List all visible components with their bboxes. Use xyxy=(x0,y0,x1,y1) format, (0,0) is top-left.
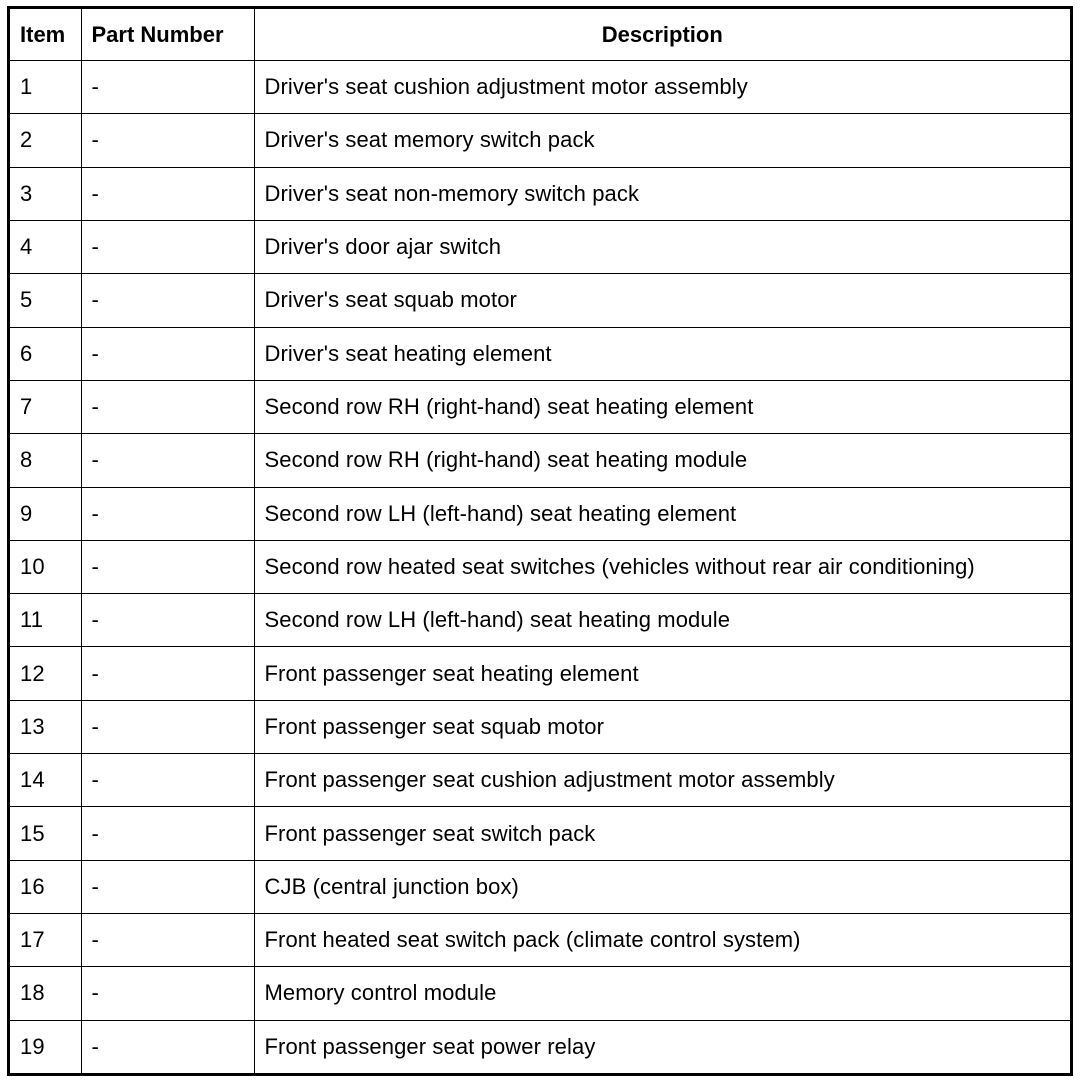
cell-item: 11 xyxy=(10,594,81,647)
parts-table xyxy=(10,9,1070,1073)
cell-item: 16 xyxy=(10,860,81,913)
parts-table-frame xyxy=(7,6,1073,1076)
cell-part-number: - xyxy=(81,327,254,380)
cell-item: 13 xyxy=(10,700,81,753)
cell-description: Front heated seat switch pack (climate control system) xyxy=(254,914,1070,967)
cell-description: Second row RH (right-hand) seat heating element xyxy=(254,380,1070,433)
cell-item: 3 xyxy=(10,167,81,220)
cell-description: Second row LH (left-hand) seat heating element xyxy=(254,487,1070,540)
cell-description: Memory control module xyxy=(254,967,1070,1020)
cell-description: Front passenger seat power relay xyxy=(254,1020,1070,1073)
cell-item: 8 xyxy=(10,434,81,487)
cell-description: Driver's seat squab motor xyxy=(254,274,1070,327)
table-row xyxy=(10,61,1070,114)
table-row xyxy=(10,274,1070,327)
cell-item: 9 xyxy=(10,487,81,540)
table-row xyxy=(10,114,1070,167)
table-row xyxy=(10,807,1070,860)
cell-description: Second row heated seat switches (vehicles without rear air conditioning) xyxy=(254,540,1070,593)
cell-description: Driver's door ajar switch xyxy=(254,220,1070,273)
table-row xyxy=(10,220,1070,273)
table-row xyxy=(10,967,1070,1020)
cell-item: 4 xyxy=(10,220,81,273)
cell-part-number: - xyxy=(81,594,254,647)
table-row xyxy=(10,380,1070,433)
cell-item: 2 xyxy=(10,114,81,167)
cell-part-number: - xyxy=(81,807,254,860)
cell-description: Driver's seat cushion adjustment motor assembly xyxy=(254,61,1070,114)
cell-part-number: - xyxy=(81,647,254,700)
cell-item: 18 xyxy=(10,967,81,1020)
cell-part-number: - xyxy=(81,61,254,114)
table-header-row xyxy=(10,9,1070,61)
header-description: Description xyxy=(254,9,1070,61)
table-row xyxy=(10,594,1070,647)
table-row xyxy=(10,754,1070,807)
cell-description: Front passenger seat cushion adjustment motor assembly xyxy=(254,754,1070,807)
cell-item: 15 xyxy=(10,807,81,860)
table-row xyxy=(10,487,1070,540)
cell-item: 5 xyxy=(10,274,81,327)
cell-item: 19 xyxy=(10,1020,81,1073)
table-row xyxy=(10,167,1070,220)
cell-description: Driver's seat non-memory switch pack xyxy=(254,167,1070,220)
cell-description: Second row LH (left-hand) seat heating module xyxy=(254,594,1070,647)
header-part-number: Part Number xyxy=(81,9,254,61)
cell-part-number: - xyxy=(81,220,254,273)
cell-description: Front passenger seat squab motor xyxy=(254,700,1070,753)
cell-part-number: - xyxy=(81,114,254,167)
table-row xyxy=(10,1020,1070,1073)
cell-description: CJB (central junction box) xyxy=(254,860,1070,913)
cell-part-number: - xyxy=(81,274,254,327)
cell-item: 1 xyxy=(10,61,81,114)
table-row xyxy=(10,700,1070,753)
cell-part-number: - xyxy=(81,487,254,540)
cell-part-number: - xyxy=(81,700,254,753)
header-item: Item xyxy=(10,9,81,61)
cell-part-number: - xyxy=(81,380,254,433)
cell-item: 17 xyxy=(10,914,81,967)
table-row xyxy=(10,327,1070,380)
cell-part-number: - xyxy=(81,434,254,487)
cell-part-number: - xyxy=(81,540,254,593)
cell-description: Second row RH (right-hand) seat heating module xyxy=(254,434,1070,487)
table-row xyxy=(10,860,1070,913)
cell-description: Driver's seat heating element xyxy=(254,327,1070,380)
table-row xyxy=(10,540,1070,593)
table-row xyxy=(10,647,1070,700)
cell-item: 6 xyxy=(10,327,81,380)
cell-part-number: - xyxy=(81,167,254,220)
table-row xyxy=(10,434,1070,487)
cell-part-number: - xyxy=(81,967,254,1020)
cell-item: 12 xyxy=(10,647,81,700)
cell-item: 14 xyxy=(10,754,81,807)
table-row xyxy=(10,914,1070,967)
cell-description: Front passenger seat heating element xyxy=(254,647,1070,700)
cell-description: Driver's seat memory switch pack xyxy=(254,114,1070,167)
cell-part-number: - xyxy=(81,754,254,807)
cell-item: 7 xyxy=(10,380,81,433)
cell-part-number: - xyxy=(81,860,254,913)
cell-item: 10 xyxy=(10,540,81,593)
cell-part-number: - xyxy=(81,914,254,967)
cell-description: Front passenger seat switch pack xyxy=(254,807,1070,860)
cell-part-number: - xyxy=(81,1020,254,1073)
